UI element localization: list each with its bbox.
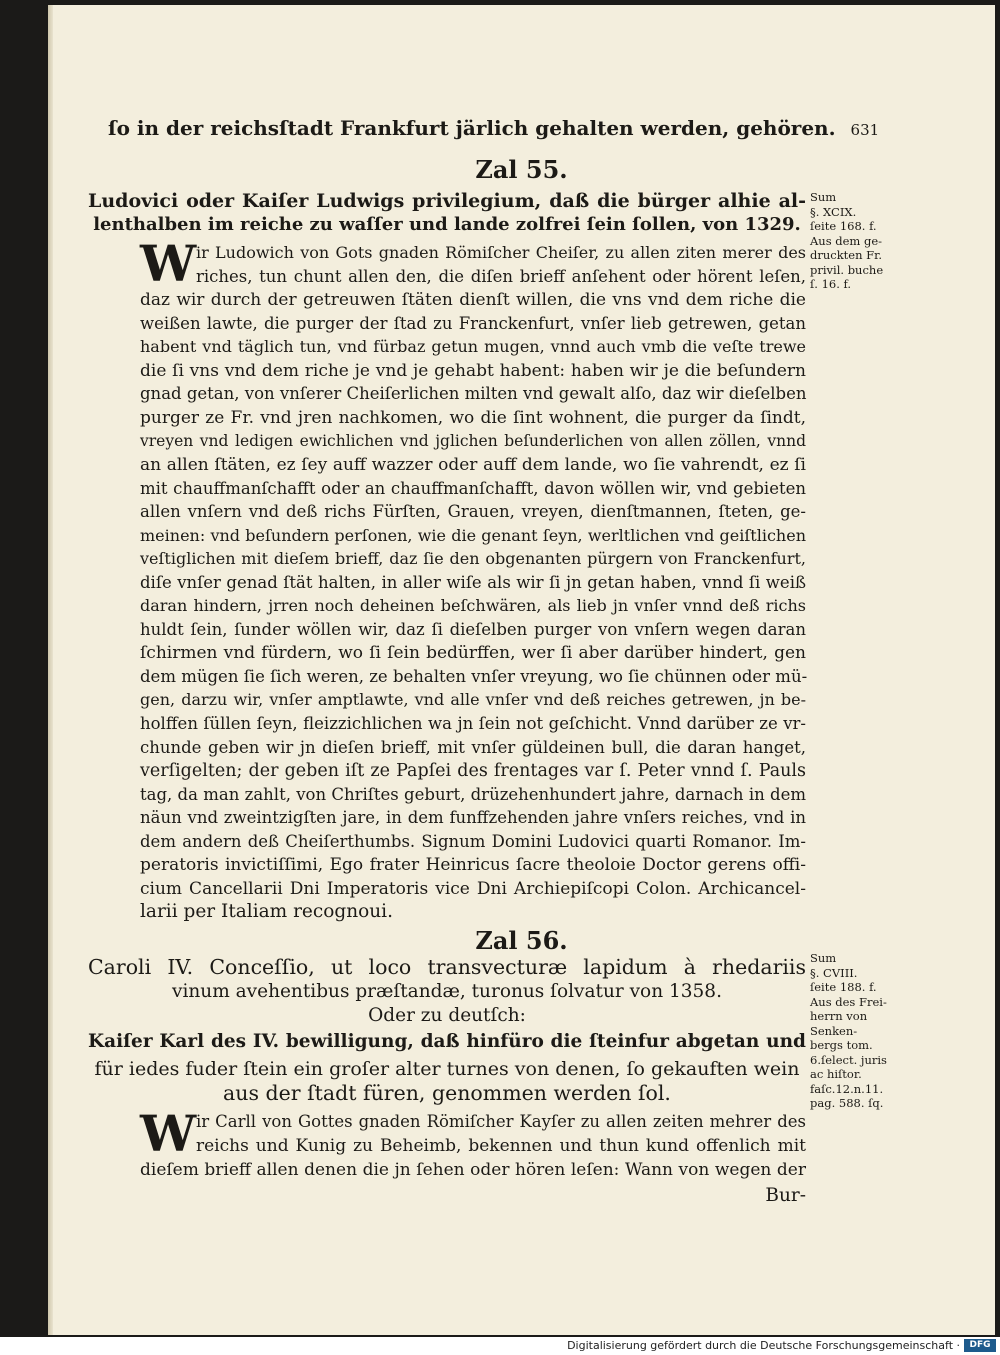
body-text-line: holffen ſüllen ſeyn, fleizzichlichen wa jn ſein not geſchicht. Vnnd darüber ze vr- bbox=[140, 714, 806, 733]
body-text-line: näun vnd zweintzigſten jare, in dem funffzehenden jahre vnſers reiches, vnd in bbox=[140, 808, 806, 828]
section-55-margin-note bbox=[810, 190, 906, 292]
margin-note-line: pag. 588. ſq. bbox=[810, 1096, 884, 1110]
dfg-logo: DFG bbox=[964, 1339, 996, 1352]
section-56-latin-title-line: Caroli IV. Conceſſio, ut loco transvecturæ lapidum à rhedariis bbox=[88, 955, 806, 979]
body-text-line: chunde geben wir jn dieſen brieff, mit vnſer güldeinen bull, die daran hanget, bbox=[140, 737, 806, 757]
margin-note-line: ſeite 168. f. bbox=[810, 219, 877, 233]
margin-note-line: 6.ſelect. juris bbox=[810, 1052, 887, 1067]
margin-note-line: faſc.12.n.11. bbox=[810, 1081, 884, 1096]
body-text-line: ſchirmen vnd fürdern, wo ſi ſein bedürffen, wer ſi aber darüber hindert, gen bbox=[140, 643, 806, 664]
section-55-heading-line: Ludovici oder Kaiſer Ludwigs privilegium, daß die bürger alhie al- bbox=[88, 190, 806, 212]
body-text-line: verſigelten; der geben iſt ze Papſei des frentages var ſ. Peter vnnd ſ. Pauls bbox=[140, 761, 806, 782]
body-text-line: veſtiglichen mit dieſem brieff, daz ſie den obgenanten pürgern von Franckenfurt, bbox=[140, 549, 806, 569]
section-56-dropcap: W bbox=[140, 1104, 197, 1163]
margin-note-line: Sum bbox=[810, 190, 837, 204]
page-number: 631 bbox=[850, 121, 880, 139]
body-text-line: tag, da man zahlt, von Chriſtes geburt, drüzehenhundert jahre, darnach in dem bbox=[140, 784, 806, 804]
body-text-line: weißen lawte, die purger der ſtad zu Franckenfurt, vnſer lieb getrewen, getan bbox=[140, 313, 806, 333]
body-text-line: cium Cancellarii Dni Imperatoris vice Dni Archiepiſcopi Colon. Archicancel- bbox=[140, 878, 806, 899]
margin-note-line: ſeite 188. f. bbox=[810, 980, 877, 994]
margin-note-line: Aus dem ge- bbox=[810, 233, 883, 248]
margin-note-line: privil. buche bbox=[810, 262, 884, 277]
body-text-line: an allen ſtäten, ez ſey auff wazzer oder auff dem lande, wo ſie vahrendt, ez ſi bbox=[140, 454, 806, 475]
section-56-margin-note bbox=[810, 951, 906, 1111]
body-text-line: gnad getan, von vnſerer Cheiſerlichen milten vnd gewalt alſo, daz wir dieſelben bbox=[140, 384, 807, 404]
margin-note-line: §. CVIII. bbox=[810, 965, 858, 980]
body-text-line: allen vnſern vnd deß richs Fürſten, Grauen, vreyen, dienſtmannen, ſteten, ge- bbox=[140, 502, 806, 522]
margin-note-line: §. XCIX. bbox=[810, 204, 857, 219]
body-text-line: mit chauffmanſchafft oder an chauffmanſchafft, davon wöllen wir, vnd gebieten bbox=[140, 478, 806, 498]
book-page bbox=[48, 5, 995, 1335]
running-head bbox=[108, 117, 878, 141]
page-edge-shadow bbox=[48, 5, 53, 1335]
body-text-line: diſe vnſer genad ſtät halten, in aller wiſe als wir ſi jn getan haben, vnnd ſi weiß bbox=[140, 572, 806, 592]
body-text-line: huldt ſein, ſunder wöllen wir, daz ſi dieſelben purger von vnſern wegen daran bbox=[140, 619, 806, 639]
body-text-line: dem mügen ſie ſich weren, ze behalten vnſer vreyung, wo ſie chünnen oder mü- bbox=[140, 666, 808, 686]
body-text-line: ir Ludowich von Gots gnaden Römiſcher Cheiſer, zu allen ziten merer des bbox=[196, 243, 806, 262]
body-text-line: daran hindern, jrren noch deheinen beſchwären, als lieb jn vnſer vnnd deß richs bbox=[140, 596, 806, 616]
body-text-line: daz wir durch der getreuwen ſtäten dienſt willen, die vns vnd dem riche die bbox=[140, 290, 806, 311]
body-text-line: meinen: vnd beſundern perſonen, wie die genant ſeyn, werltlichen vnd geiſtlichen bbox=[140, 525, 806, 545]
margin-note-line: Aus des Frei- bbox=[810, 994, 887, 1009]
body-text-line: dieſem brieff allen denen die jn ſehen oder hören leſen: Wann von wegen der bbox=[140, 1160, 806, 1180]
section-56-german-title-line: aus der ſtadt füren, genommen werden ſol. bbox=[223, 1081, 671, 1105]
section-56-number: Zal 56. bbox=[475, 926, 568, 955]
section-56-oder-line: Oder zu deutſch: bbox=[368, 1005, 526, 1026]
body-text-line: purger ze Fr. vnd jren nachkomen, wo die ſint wohnent, die purger da ſindt, bbox=[140, 407, 806, 428]
body-text-line: gen, darzu wir, vnſer amptlawte, vnd alle vnſer vnd deß reiches getrewen, jn be- bbox=[140, 690, 806, 710]
body-text-line: larii per Italiam recognoui. bbox=[140, 901, 393, 923]
margin-note-line: bergs tom. bbox=[810, 1038, 873, 1052]
body-text-line: die ſi vns vnd dem riche je vnd je gehabt habent: haben wir je die beſundern bbox=[140, 360, 806, 381]
section-55-dropcap: W bbox=[140, 234, 197, 293]
footer-credit-text: Digitalisierung gefördert durch die Deutsche Forschungsgemeinschaft · bbox=[567, 1339, 960, 1352]
body-text-line: vreyen vnd ledigen ewichlichen vnd jglichen beſunderlichen von allen zöllen, vnnd bbox=[140, 432, 806, 451]
section-56-latin-title-line: vinum avehentibus præſtandæ, turonus ſolvatur von 1358. bbox=[172, 981, 722, 1002]
body-text-line: ir Carll von Gottes gnaden Römiſcher Kayſer zu allen zeiten mehrer des bbox=[196, 1112, 806, 1131]
body-text-line: peratoris invictiſſimi, Ego frater Heinricus ſacre theoloie Doctor gerens offi- bbox=[140, 855, 806, 876]
section-56-german-title-line: Kaiſer Karl des IV. bewilligung, daß hinfüro die ſteinfur abgetan und bbox=[88, 1031, 806, 1052]
body-text-line: dem andern deß Cheiſerthumbs. Signum Domini Ludovici quarti Romanor. Im- bbox=[140, 831, 806, 851]
margin-note-line: Senken- bbox=[810, 1023, 858, 1038]
footer-bar bbox=[0, 1337, 1000, 1355]
margin-note-line: druckten Fr. bbox=[810, 248, 883, 262]
section-55-number: Zal 55. bbox=[475, 155, 568, 184]
margin-note-line: Sum bbox=[810, 951, 837, 965]
margin-note-line: ac hiſtor. bbox=[810, 1067, 862, 1081]
body-text-line: riches, tun chunt allen den, die diſen brieff anſehent oder hörent leſen, bbox=[196, 266, 806, 286]
body-text-line: habent vnd täglich tun, vnd fürbaz getun mugen, vnnd auch vmb die veſte trewe bbox=[140, 337, 806, 357]
running-head-text: ſo in der reichsſtadt Frankfurt järlich gehalten werden, gehören. bbox=[108, 116, 836, 140]
margin-note-line: ſ. 16. f. bbox=[810, 277, 852, 291]
catchword: Bur- bbox=[765, 1185, 806, 1206]
margin-note-line: herrn von bbox=[810, 1009, 868, 1023]
section-55-heading-line: lenthalben im reiche zu waſſer und lande zolfrei ſein ſollen, von 1329. bbox=[93, 214, 801, 235]
body-text-line: reichs und Kunig zu Beheimb, bekennen und thun kund offenlich mit bbox=[196, 1136, 806, 1156]
section-56-german-title-line: für iedes fuder ſtein ein groſer alter turnes von denen, ſo gekauften wein bbox=[94, 1058, 800, 1080]
